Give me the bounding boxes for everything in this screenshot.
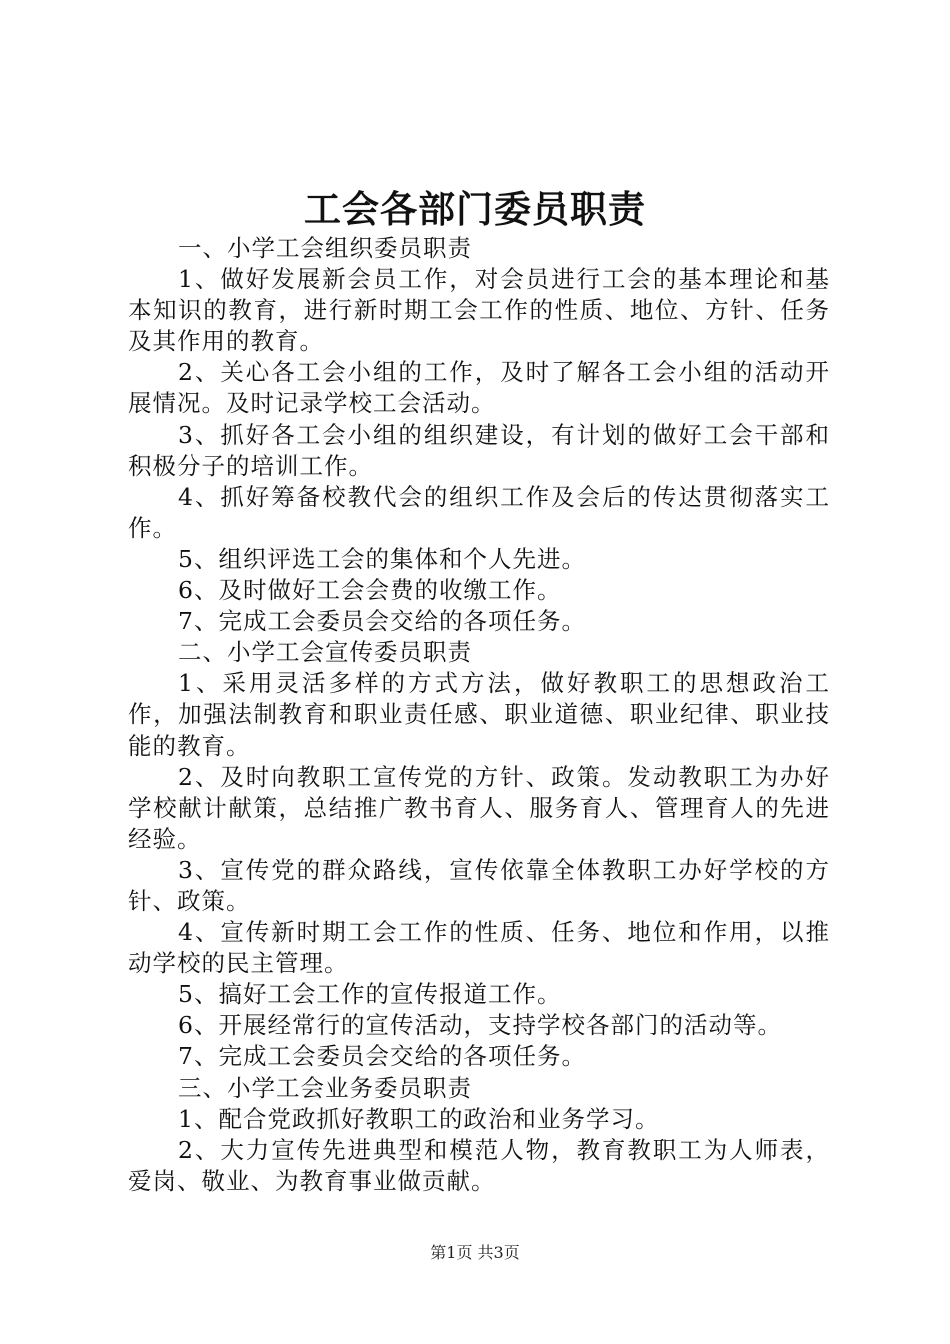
section-heading-3: 三、小学工会业务委员职责	[178, 1073, 472, 1102]
paragraph: 7、完成工会委员会交给的各项任务。	[178, 607, 586, 636]
paragraph: 6、及时做好工会会费的收缴工作。	[178, 576, 562, 605]
document-body	[128, 233, 830, 1197]
paragraph: 2、大力宣传先进典型和模范人物，教育教职工为人师表，爱岗、敬业、为教育事业做贡献。	[128, 1135, 830, 1195]
document-title: 工会各部门委员职责	[304, 187, 646, 231]
section-heading-2: 二、小学工会宣传委员职责	[178, 638, 472, 667]
paragraph: 5、搞好工会工作的宣传报道工作。	[178, 980, 562, 1009]
section-heading-1: 一、小学工会组织委员职责	[178, 234, 472, 262]
paragraph: 4、宣传新时期工会工作的性质、任务、地位和作用，以推动学校的民主管理。	[128, 918, 830, 978]
paragraph: 3、宣传党的群众路线，宣传依靠全体教职工办好学校的方针、政策。	[128, 855, 830, 915]
paragraph: 1、做好发展新会员工作，对会员进行工会的基本理论和基本知识的教育，进行新时期工会工作的性质、地位、方针、任务及其作用的教育。	[128, 265, 830, 356]
paragraph: 2、及时向教职工宣传党的方针、政策。发动教职工为办好学校献计献策，总结推广教书育人、服务育人、管理育人的先进经验。	[128, 762, 830, 853]
paragraph: 1、配合党政抓好教职工的政治和业务学习。	[178, 1104, 660, 1133]
paragraph: 1、采用灵活多样的方式方法，做好教职工的思想政治工作，加强法制教育和职业责任感、职业道德、职业纪律、职业技能的教育。	[128, 669, 830, 760]
page-footer: 第1页 共3页	[430, 1243, 520, 1262]
paragraph: 2、关心各工会小组的工作，及时了解各工会小组的活动开展情况。及时记录学校工会活动。	[128, 358, 830, 418]
paragraph: 4、抓好筹备校教代会的组织工作及会后的传达贯彻落实工作。	[128, 482, 830, 542]
paragraph: 7、完成工会委员会交给的各项任务。	[178, 1042, 586, 1071]
paragraph: 6、开展经常行的宣传活动，支持学校各部门的活动等。	[178, 1011, 782, 1040]
paragraph: 3、抓好各工会小组的组织建设，有计划的做好工会干部和积极分子的培训工作。	[128, 420, 830, 480]
paragraph: 5、组织评选工会的集体和个人先进。	[178, 544, 586, 573]
